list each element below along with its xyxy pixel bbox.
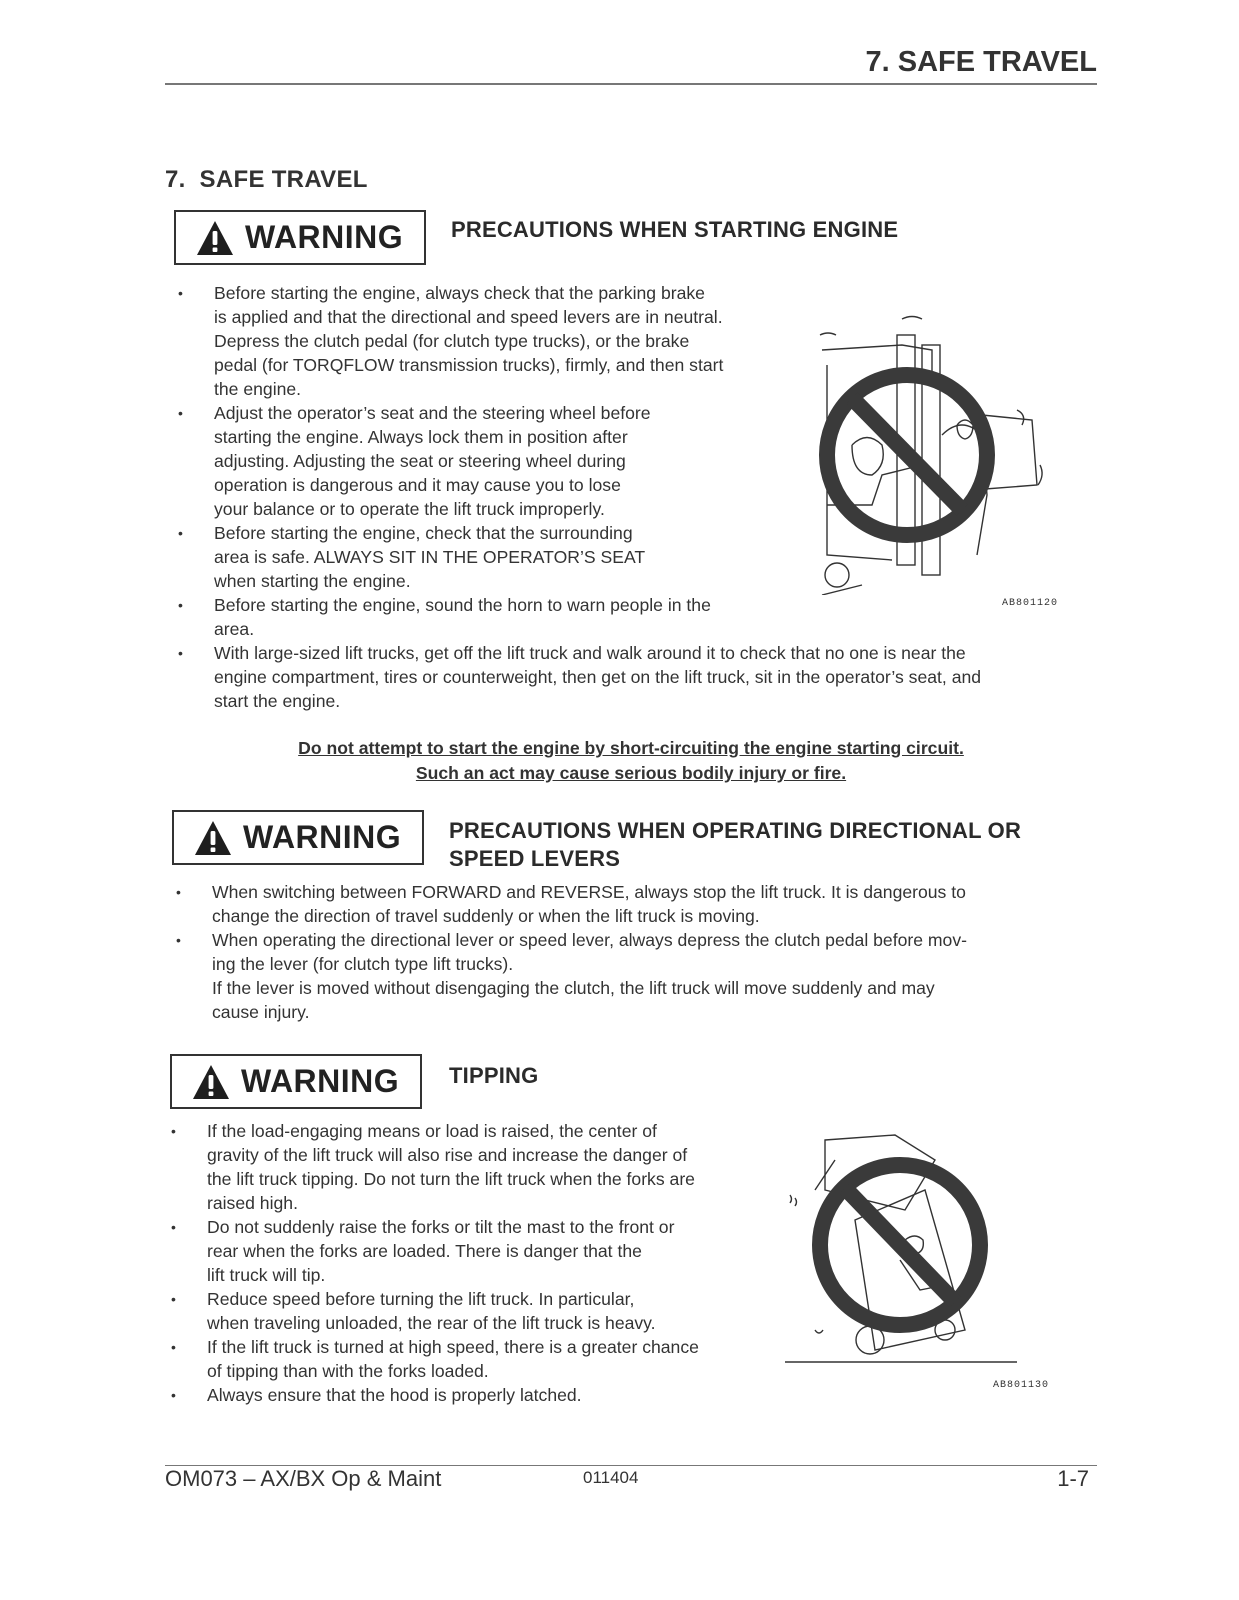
warning-label-box xyxy=(174,210,426,265)
warning-label-box xyxy=(170,1054,422,1109)
bullet-text-line: If the lever is moved without disengaging the clutch, the lift truck will move suddenly and may xyxy=(212,978,935,998)
bullet-text-line: the engine. xyxy=(214,379,302,399)
block2-heading xyxy=(449,817,1021,873)
bullet-text-line: • With large-sized lift trucks, get off the lift truck and walk around it to check that no one is near the xyxy=(214,643,966,663)
bullet-item xyxy=(174,593,1074,641)
bullet-text-line: rear when the forks are loaded. There is danger that the xyxy=(207,1241,642,1261)
running-header-title: 7. SAFE TRAVEL xyxy=(865,46,1097,78)
bullet-text-line: • Reduce speed before turning the lift truck. In particular, xyxy=(207,1289,635,1309)
block2-heading-line-2: SPEED LEVERS xyxy=(449,846,621,871)
bullet-text-line: cause injury. xyxy=(212,1002,310,1022)
bullet-item xyxy=(167,1119,767,1215)
bullet-text-line: ing the lever (for clutch type lift trucks). xyxy=(212,954,514,974)
bullet-text-line: • Do not suddenly raise the forks or tilt the mast to the front or xyxy=(207,1217,675,1237)
warning-label-text: WARNING xyxy=(245,219,404,255)
footer-manual-title: OM073 – AX/BX Op & Maint xyxy=(165,1466,442,1491)
bullet-text-line: adjusting. Adjusting the seat or steering wheel during xyxy=(214,451,626,471)
bullet-item xyxy=(167,1287,767,1335)
bullet-item xyxy=(172,880,1082,928)
bullet-text-line: when traveling unloaded, the rear of the lift truck is heavy. xyxy=(207,1313,656,1333)
bullet-text-line: pedal (for TORQFLOW transmission trucks), firmly, and then start xyxy=(214,355,724,375)
bullet-text-line: start the engine. xyxy=(214,691,341,711)
warning-triangle-icon xyxy=(194,820,232,856)
bullet-item xyxy=(172,928,1082,1024)
caution-line-2: Such an act may cause serious bodily injury or fire. xyxy=(415,763,847,783)
bullet-item xyxy=(167,1215,767,1287)
warning-label-text: WARNING xyxy=(241,1063,400,1099)
bullet-text-line: gravity of the lift truck will also rise and increase the danger of xyxy=(207,1145,688,1165)
bullet-item xyxy=(174,641,1074,713)
bullet-text-line: of tipping than with the forks loaded. xyxy=(207,1361,489,1381)
bullet-text-line: • Before starting the engine, sound the horn to warn people in the xyxy=(214,595,711,615)
block2-bullet-list xyxy=(172,880,1082,1024)
caution-line-1: Do not attempt to start the engine by short-circuiting the engine starting circuit. xyxy=(298,738,964,758)
bullet-text-line: is applied and that the directional and speed levers are in neutral. xyxy=(214,307,723,327)
footer-page-number: 1-7 xyxy=(1057,1466,1089,1491)
bullet-text-line: engine compartment, tires or counterweight, then get on the lift truck, sit in the operator’s seat, and xyxy=(214,667,982,687)
bullet-text-line: raised high. xyxy=(207,1193,298,1213)
bullet-item xyxy=(167,1383,767,1407)
bullet-text-line: • When switching between FORWARD and REVERSE, always stop the lift truck. It is dangerous to xyxy=(212,882,966,902)
bullet-text-line: area. xyxy=(214,619,255,639)
bullet-text-line: starting the engine. Always lock them in position after xyxy=(214,427,628,447)
bullet-item xyxy=(167,1335,767,1383)
block1-caution-note xyxy=(165,736,1097,786)
section-title: 7. SAFE TRAVEL xyxy=(165,166,368,193)
forklift-prohibited-figure xyxy=(812,305,1052,595)
bullet-text-line: • Adjust the operator’s seat and the steering wheel before xyxy=(214,403,651,423)
footer-date-code: 011404 xyxy=(583,1468,639,1487)
bullet-text-line: Depress the clutch pedal (for clutch type trucks), or the brake xyxy=(214,331,690,351)
bullet-text-line: change the direction of travel suddenly or when the lift truck is moving. xyxy=(212,906,760,926)
tipping-forklift-prohibited-figure xyxy=(785,1130,1025,1370)
bullet-text-line: • If the load-engaging means or load is raised, the center of xyxy=(207,1121,657,1141)
block3-bullet-list xyxy=(167,1119,767,1407)
bullet-text-line: the lift truck tipping. Do not turn the lift truck when the forks are xyxy=(207,1169,695,1189)
bullet-text-line: • Before starting the engine, check that the surrounding xyxy=(214,523,633,543)
block2-heading-line-1: PRECAUTIONS WHEN OPERATING DIRECTIONAL OR xyxy=(449,818,1022,843)
header-rule xyxy=(165,83,1097,85)
bullet-text-line: operation is dangerous and it may cause you to lose xyxy=(214,475,621,495)
figure1-code: AB801120 xyxy=(1002,598,1059,609)
bullet-text-line: • Before starting the engine, always check that the parking brake xyxy=(214,283,705,303)
warning-label-box xyxy=(172,810,424,865)
bullet-text-line: your balance or to operate the lift truck improperly. xyxy=(214,499,605,519)
bullet-text-line: when starting the engine. xyxy=(214,571,411,591)
bullet-text-line: lift truck will tip. xyxy=(207,1265,326,1285)
warning-label-text: WARNING xyxy=(243,819,402,855)
warning-triangle-icon xyxy=(192,1064,230,1100)
bullet-text-line: area is safe. ALWAYS SIT IN THE OPERATOR’S SEAT xyxy=(214,547,646,567)
block3-heading: TIPPING xyxy=(449,1063,539,1088)
block1-heading: PRECAUTIONS WHEN STARTING ENGINE xyxy=(451,217,899,242)
bullet-text-line: • If the lift truck is turned at high speed, there is a greater chance xyxy=(207,1337,699,1357)
bullet-text-line: • Always ensure that the hood is properly latched. xyxy=(207,1385,582,1405)
warning-triangle-icon xyxy=(196,220,234,256)
bullet-text-line: • When operating the directional lever or speed lever, always depress the clutch pedal before mov- xyxy=(212,930,967,950)
figure2-code: AB801130 xyxy=(993,1380,1050,1391)
